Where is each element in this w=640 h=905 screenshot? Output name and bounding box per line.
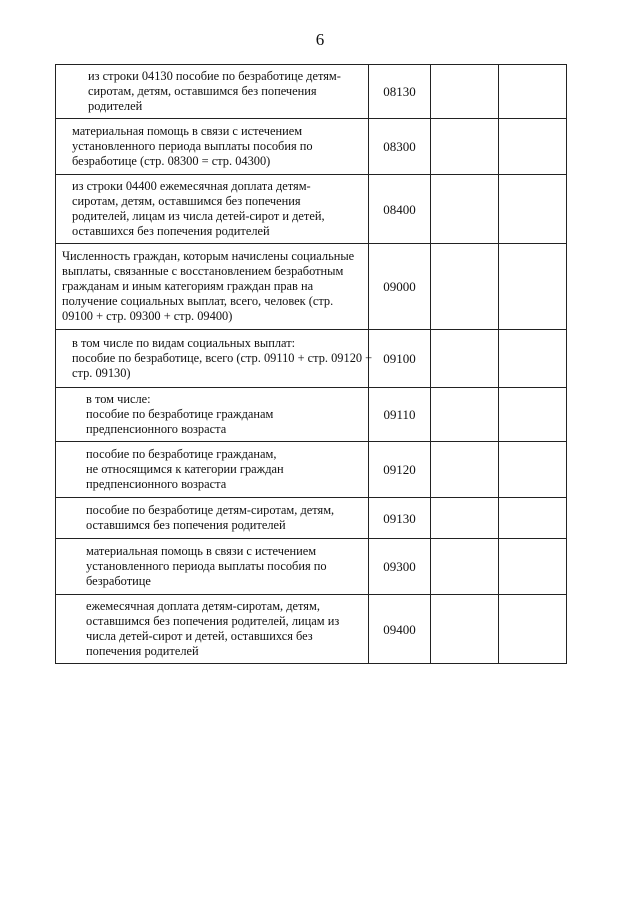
row-code: 09100 (369, 330, 431, 388)
row-description (56, 330, 373, 388)
description-line: из строки 04400 ежемесячная доплата детям- (72, 179, 311, 193)
description-line: стр. 09130) (72, 366, 131, 380)
description-line: в том числе по видам социальных выплат: (72, 336, 296, 350)
description-line: пособие по безработице гражданам (86, 407, 274, 421)
row-code: 09110 (369, 388, 431, 442)
description-line: числа детей-сирот и детей, оставшихся без (86, 629, 313, 643)
value-cell-1[interactable] (431, 119, 499, 175)
description-line: установленного периода выплаты пособия по (86, 559, 327, 573)
description-line: пособие по безработице, всего (стр. 09110 + стр. 09120 + (72, 351, 373, 365)
description-line: 09100 + стр. 09300 + стр. 09400) (62, 309, 233, 323)
value-cell-2[interactable] (499, 244, 567, 330)
row-code: 09400 (369, 595, 431, 664)
table-row (56, 539, 567, 595)
value-cell-2[interactable] (499, 65, 567, 119)
description-line: сиротам, детям, оставшимся без попечения (88, 84, 317, 98)
value-cell-2[interactable] (499, 388, 567, 442)
row-description (56, 244, 369, 330)
row-description (56, 65, 369, 119)
row-description (56, 388, 369, 442)
value-cell-1[interactable] (431, 244, 499, 330)
description-line: оставшимся без попечения родителей, лицам из (86, 614, 340, 628)
statistics-form-table (55, 64, 567, 664)
row-code: 08300 (369, 119, 431, 175)
description-line: выплаты, связанные с восстановлением безработным (62, 264, 344, 278)
row-code: 09130 (369, 498, 431, 539)
description-line: не относящимся к категории граждан (86, 462, 284, 476)
value-cell-2[interactable] (499, 119, 567, 175)
description-line: гражданам и иным категориям граждан прав на (62, 279, 314, 293)
description-line: родителей, лицам из числа детей-сирот и детей, (72, 209, 325, 223)
row-description (56, 442, 369, 498)
row-description (56, 498, 369, 539)
value-cell-1[interactable] (431, 595, 499, 664)
table-row (56, 595, 567, 664)
description-line: пособие по безработице гражданам, (86, 447, 277, 461)
row-code: 09300 (369, 539, 431, 595)
description-line: пособие по безработице детям-сиротам, детям, (86, 503, 335, 517)
value-cell-1[interactable] (431, 498, 499, 539)
table-row (56, 244, 567, 330)
row-code: 09120 (369, 442, 431, 498)
description-line: материальная помощь в связи с истечением (72, 124, 303, 138)
value-cell-1[interactable] (431, 539, 499, 595)
value-cell-2[interactable] (499, 498, 567, 539)
row-description (56, 175, 369, 244)
value-cell-1[interactable] (431, 388, 499, 442)
value-cell-1[interactable] (431, 175, 499, 244)
description-line: ежемесячная доплата детям-сиротам, детям, (86, 599, 320, 613)
description-line: оставшихся без попечения родителей (72, 224, 270, 238)
table-row (56, 442, 567, 498)
description-line: в том числе: (86, 392, 151, 406)
value-cell-2[interactable] (499, 595, 567, 664)
description-line: предпенсионного возраста (86, 422, 227, 436)
row-code: 08400 (369, 175, 431, 244)
description-line: безработице (стр. 08300 = стр. 04300) (72, 154, 271, 168)
description-line: предпенсионного возраста (86, 477, 227, 491)
value-cell-2[interactable] (499, 539, 567, 595)
row-description (56, 119, 369, 175)
value-cell-1[interactable] (431, 65, 499, 119)
description-line: безработице (86, 574, 151, 588)
description-line: установленного периода выплаты пособия по (72, 139, 313, 153)
row-description (56, 539, 369, 595)
table-row (56, 388, 567, 442)
value-cell-2[interactable] (499, 175, 567, 244)
table-row (56, 175, 567, 244)
description-line: родителей (88, 99, 143, 113)
table-body (56, 65, 567, 664)
description-line: Численность граждан, которым начислены социальные (62, 249, 355, 263)
table-row (56, 498, 567, 539)
value-cell-1[interactable] (431, 442, 499, 498)
table-row (56, 65, 567, 119)
row-code: 09000 (369, 244, 431, 330)
table-row (56, 119, 567, 175)
table-row (56, 330, 567, 388)
value-cell-1[interactable] (431, 330, 499, 388)
row-description (56, 595, 369, 664)
description-line: оставшимся без попечения родителей (86, 518, 286, 532)
description-line: сиротам, детям, оставшимся без попечения (72, 194, 301, 208)
description-line: из строки 04130 пособие по безработице детям- (88, 69, 341, 83)
value-cell-2[interactable] (499, 330, 567, 388)
page-number: 6 (315, 30, 325, 49)
row-code: 08130 (369, 65, 431, 119)
description-line: попечения родителей (86, 644, 199, 658)
value-cell-2[interactable] (499, 442, 567, 498)
description-line: получение социальных выплат, всего, человек (стр. (62, 294, 334, 308)
description-line: материальная помощь в связи с истечением (86, 544, 317, 558)
